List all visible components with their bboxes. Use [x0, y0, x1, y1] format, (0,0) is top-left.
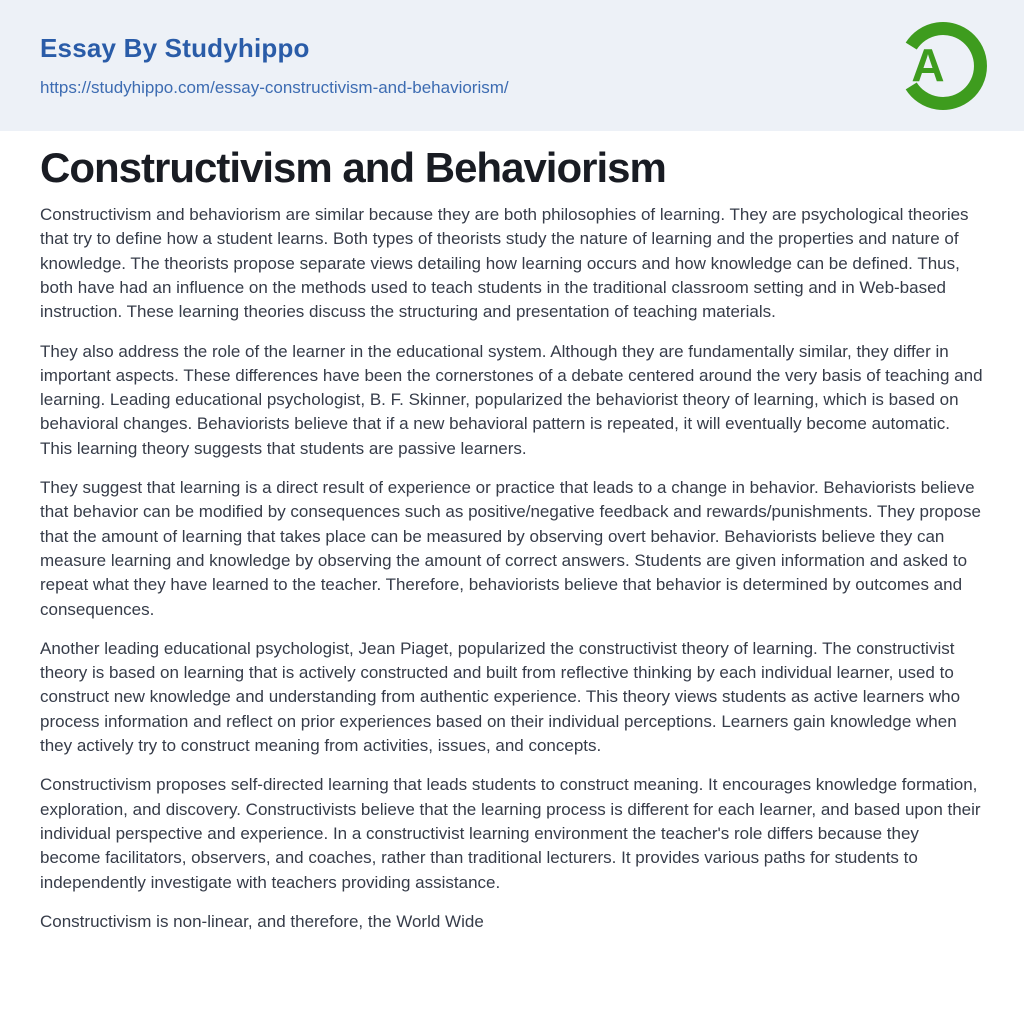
essay-paragraph-4: Another leading educational psychologist, Jean Piaget, popularized the constructivist theory of learning. The constructivist theory is based on learning that is actively constructed and built from reflective thinking by each individual learner, used to construct new knowledge and understanding from authentic experience. This theory views students as active learners who process information and reflect on prior experiences based on their individual perceptions. Learners gain knowledge when they actively try to construct meaning from activities, issues, and concepts.	[40, 638, 961, 756]
header-banner	[0, 0, 1024, 131]
essay-paragraph-2: They also address the role of the learner in the educational system. Although they are fundamentally similar, they differ in important aspects. These differences have been the cornerstones of a debate centered around the very basis of teaching and learning. Leading educational psychologist, B. F. Skinner, popularized the behaviorist theory of learning, which is based on behavioral changes. Behaviorists believe that if a new behavioral pattern is repeated, it will eventually become automatic. This learning theory suggests that students are passive learners.	[40, 341, 983, 458]
site-title: Essay By Studyhippo	[40, 33, 310, 63]
essay-paragraph-1: Constructivism and behaviorism are similar because they are both philosophies of learning. They are psychological theories that try to define how a student learns. Both types of theorists study the nature of learning and the properties and nature of knowledge. The theorists propose separate views detailing how learning occurs and how knowledge can be defined. Thus, both have had an influence on the methods used to teach students in the traditional classroom setting and in Web-based instruction. These learning theories discuss the structuring and presentation of teaching materials.	[40, 205, 969, 322]
page-title: Constructivism and Behaviorism	[40, 144, 666, 191]
studyhippo-logo-icon	[896, 19, 990, 113]
essay-paragraph-6: Constructivism is non-linear, and therefore, the World Wide	[40, 911, 484, 931]
header-text-block	[40, 33, 509, 98]
essay-content	[0, 131, 1024, 934]
source-url-link[interactable]: https://studyhippo.com/essay-constructivism-and-behaviorism/	[40, 78, 509, 97]
essay-paragraph-3: They suggest that learning is a direct result of experience or practice that leads to a change in behavior. Behaviorists believe that behavior can be modified by consequences such as positive/negative feedback and rewards/punishments. They propose that the amount of learning that takes place can be measured by observing overt behavior. Behaviorists believe they can measure learning and knowledge by observing the amount of correct answers. Students are given information and asked to repeat what they have learned to the teacher. Therefore, behaviorists believe that behavior is determined by outcomes and consequences.	[40, 478, 981, 619]
essay-paragraph-5: Constructivism proposes self-directed learning that leads students to construct meaning. It encourages knowledge formation, exploration, and discovery. Constructivists believe that the learning process is different for each learner, and based upon their individual perspective and experience. In a constructivist learning environment the teacher's role differs because they become facilitators, observers, and coaches, rather than traditional lecturers. It provides various paths for students to independently investigate with teachers providing assistance.	[40, 775, 981, 892]
logo-letter: A	[911, 38, 945, 91]
